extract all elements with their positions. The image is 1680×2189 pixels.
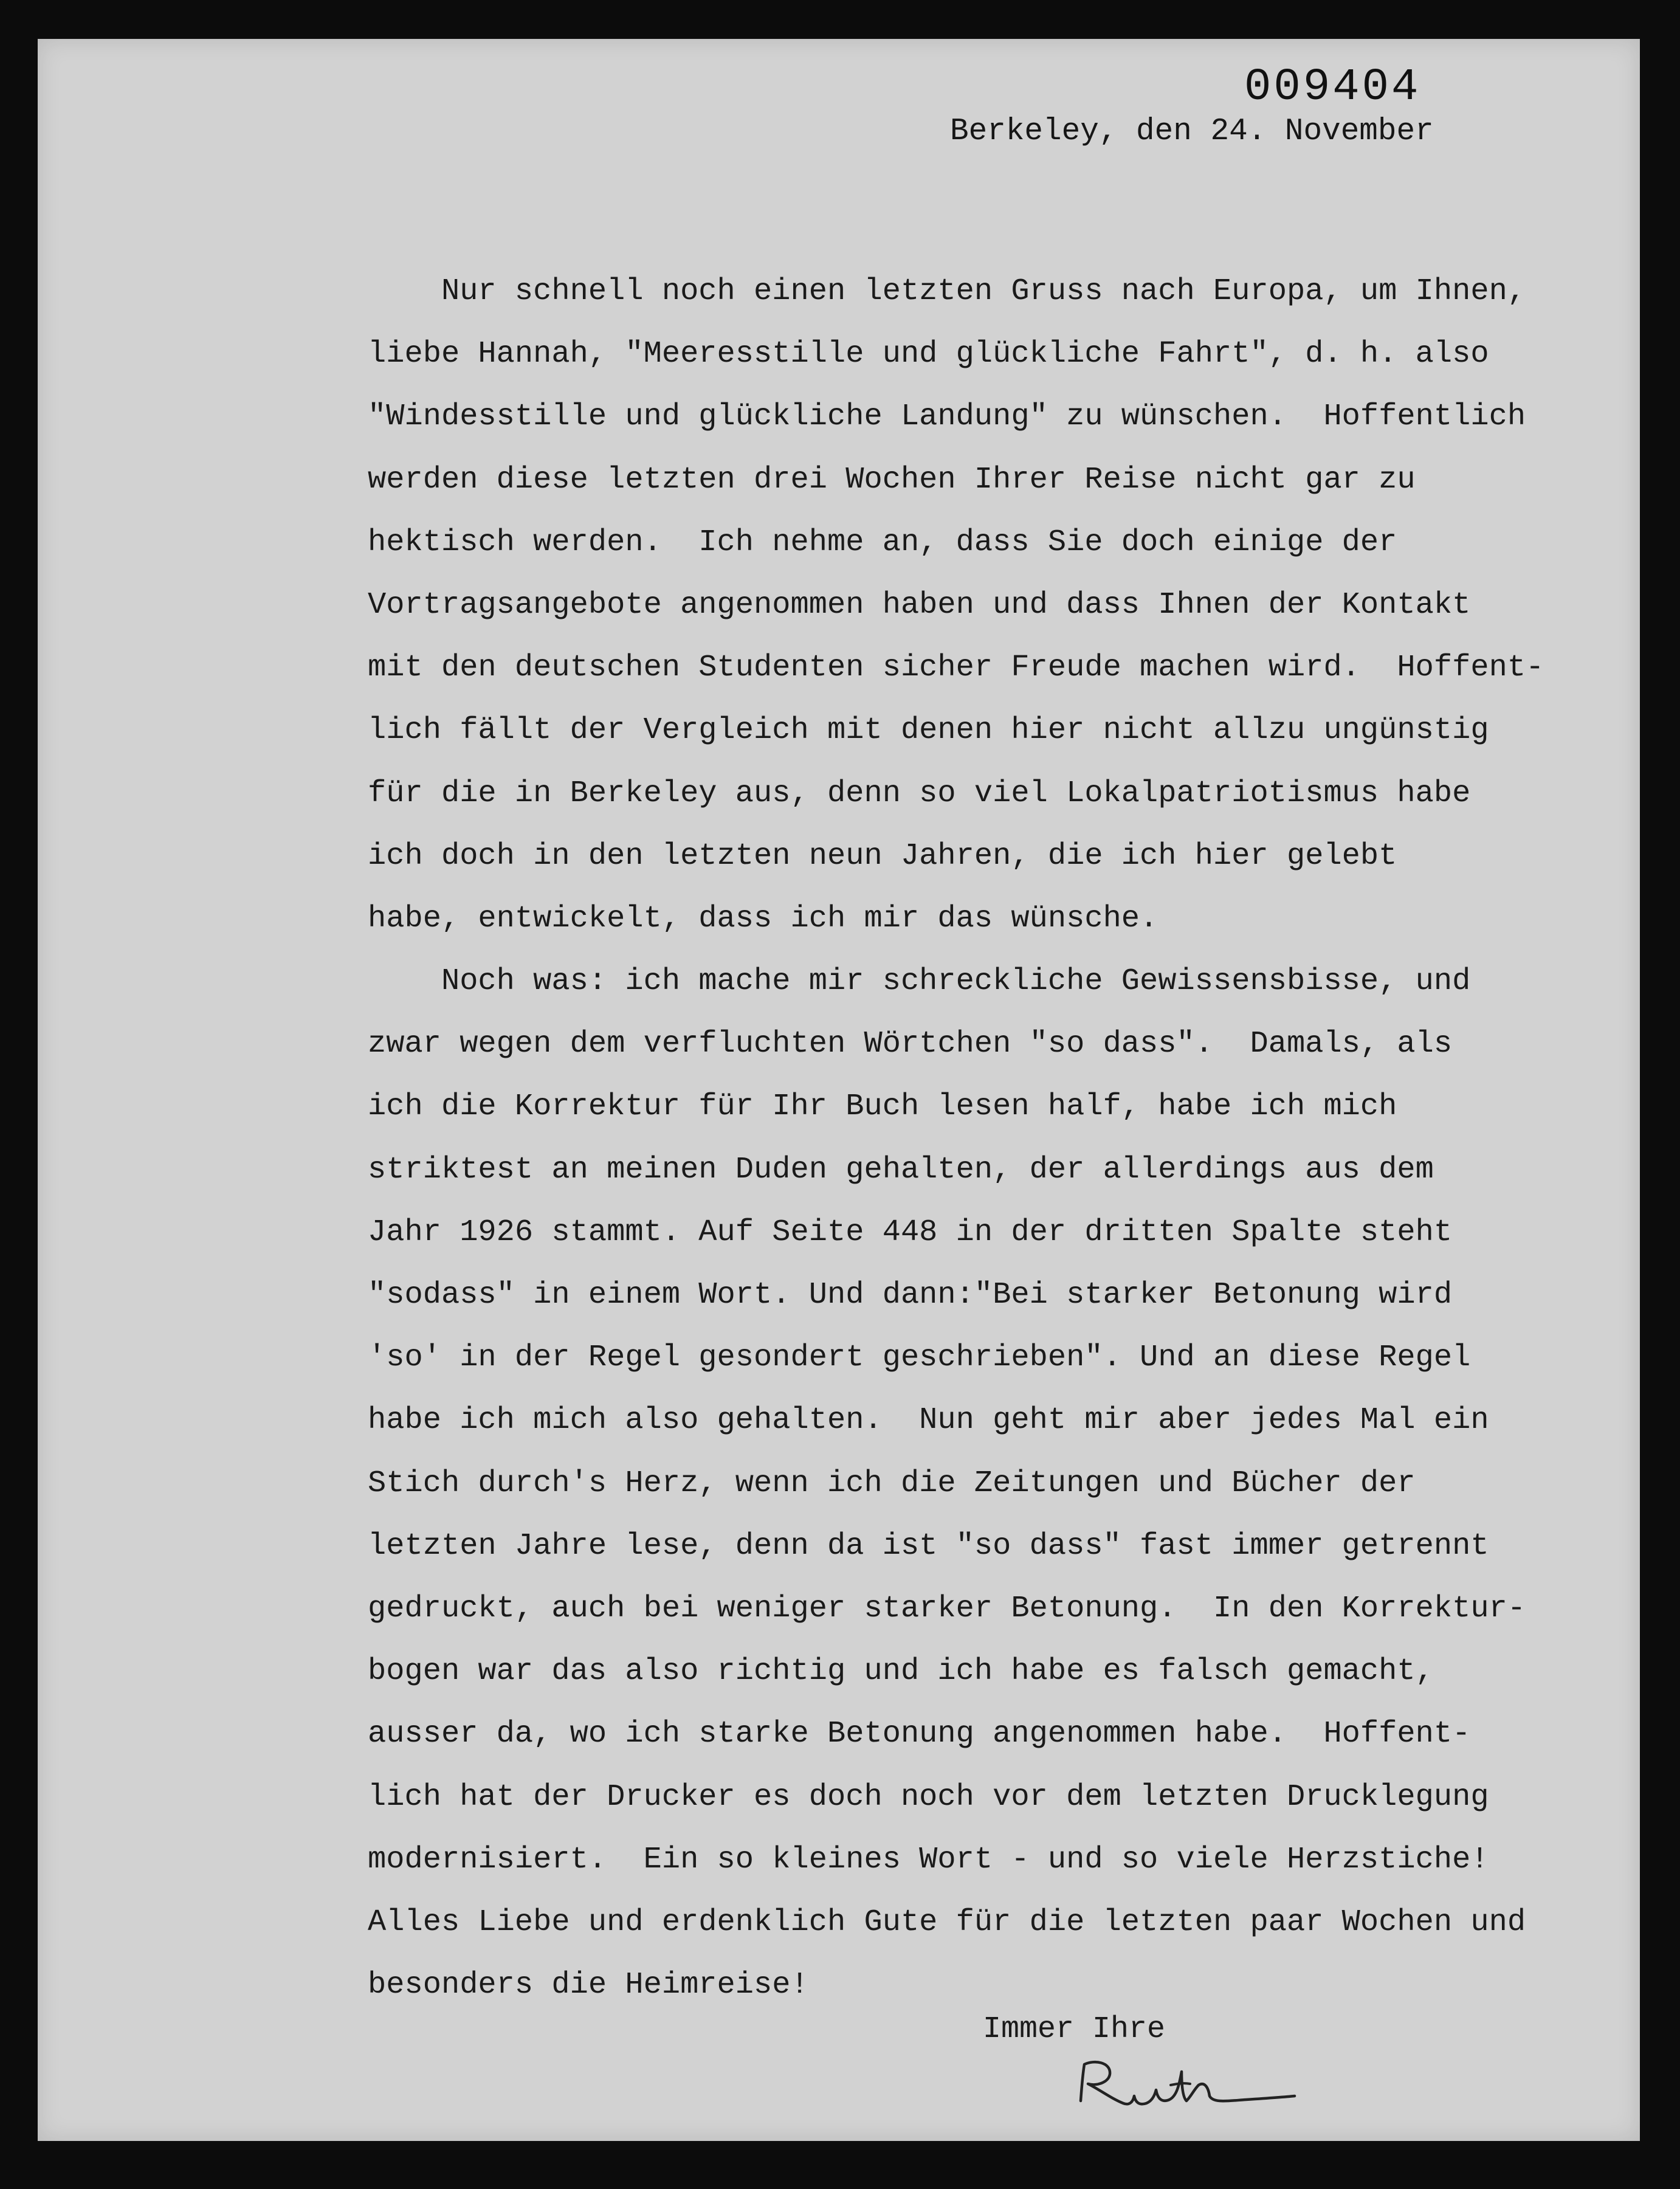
body-line: Noch was: ich mache mir schreckliche Gewissensbisse, und [368, 964, 1471, 999]
body-line: mit den deutschen Studenten sicher Freude machen wird. Hoffent- [368, 650, 1544, 686]
body-line: zwar wegen dem verfluchten Wörtchen "so dass". Damals, als [368, 1027, 1453, 1062]
letter-body [368, 260, 1614, 2016]
body-line: besonders die Heimreise! [368, 1968, 809, 2003]
body-line: "Windesstille und glückliche Landung" zu wünschen. Hoffentlich [368, 399, 1526, 435]
body-line: bogen war das also richtig und ich habe es falsch gemacht, [368, 1654, 1434, 1689]
body-line: 'so' in der Regel gesondert geschrieben". Und an diese Regel [368, 1340, 1471, 1376]
body-line: gedruckt, auch bei weniger starker Betonung. In den Korrektur- [368, 1591, 1526, 1626]
body-line: modernisiert. Ein so kleines Wort - und so viele Herzstiche! [368, 1842, 1489, 1877]
body-line: hektisch werden. Ich nehme an, dass Sie doch einige der [368, 525, 1397, 560]
body-line: Alles Liebe und erdenklich Gute für die letzten paar Wochen und [368, 1905, 1526, 1940]
body-line: Stich durch's Herz, wenn ich die Zeitungen und Bücher der [368, 1466, 1416, 1501]
body-line: habe, entwickelt, dass ich mir das wünsche. [368, 901, 1158, 936]
body-line: ich doch in den letzten neun Jahren, die ich hier gelebt [368, 838, 1397, 874]
body-line: Vortragsangebote angenommen haben und dass Ihnen der Kontakt [368, 587, 1471, 622]
body-line: liebe Hannah, "Meeresstille und glückliche Fahrt", d. h. also [368, 337, 1489, 372]
body-line: ich die Korrektur für Ihr Buch lesen half, habe ich mich [368, 1089, 1397, 1125]
body-line: striktest an meinen Duden gehalten, der allerdings aus dem [368, 1152, 1434, 1187]
body-line: letzten Jahre lese, denn da ist "so dass" fast immer getrennt [368, 1528, 1489, 1563]
closing-phrase: Immer Ihre [983, 2012, 1166, 2047]
body-line: "sodass" in einem Wort. Und dann:"Bei starker Betonung wird [368, 1278, 1453, 1312]
body-line: werden diese letzten drei Wochen Ihrer Reise nicht gar zu [368, 462, 1416, 497]
body-line: lich hat der Drucker es doch noch vor dem letzten Drucklegung [368, 1779, 1489, 1815]
body-line: für die in Berkeley aus, denn so viel Lokalpatriotismus habe [368, 776, 1471, 811]
body-line: habe ich mich also gehalten. Nun geht mir aber jedes Mal ein [368, 1403, 1489, 1438]
body-line: Jahr 1926 stammt. Auf Seite 448 in der dritten Spalte steht [368, 1215, 1453, 1250]
handwritten-signature [1058, 2047, 1301, 2120]
body-line: lich fällt der Vergleich mit denen hier nicht allzu ungünstig [368, 713, 1489, 748]
document-number: 009404 [1244, 62, 1421, 113]
body-line: ausser da, wo ich starke Betonung angenommen habe. Hoffent- [368, 1717, 1471, 1752]
body-line: Nur schnell noch einen letzten Gruss nach Europa, um Ihnen, [368, 274, 1526, 309]
dateline: Berkeley, den 24. November [950, 114, 1434, 149]
